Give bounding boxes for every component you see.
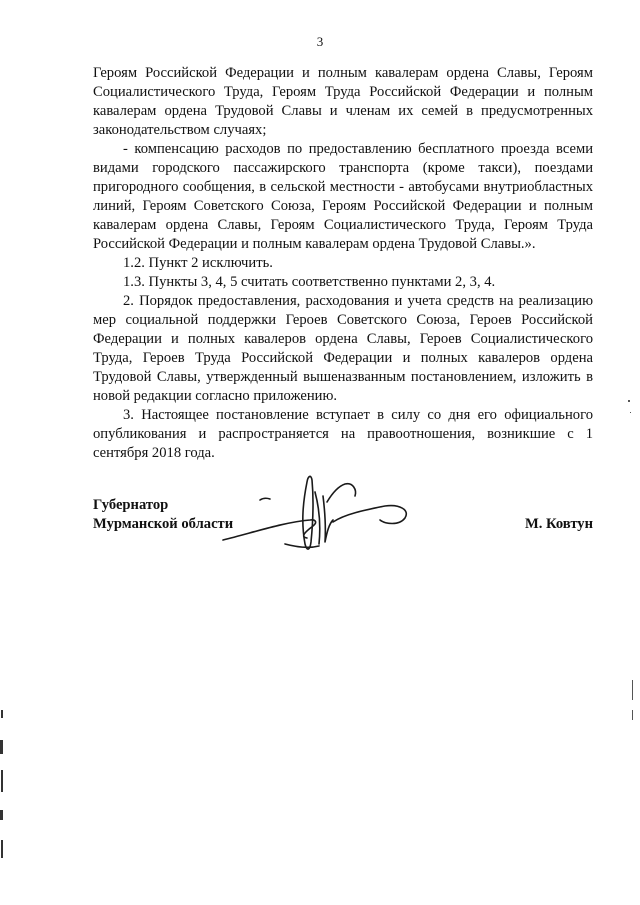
signer-title	[93, 496, 233, 534]
scan-edge-marks	[0, 700, 6, 880]
paragraph-item-2: 2. Порядок предоставления, расходования и учета средств на реализацию мер социальной поддержки Героев Советского Союза, Героев Российской Федерации и полных кавалеров ордена Славы, Героев Социалистического Труда, Героев Труда Российской Федерации и полных кавалеров ордена Трудовой Славы, утвержденный вышеназванным постановлением, изложить в новой редакции согласно приложению.	[93, 293, 593, 404]
paragraph-item-3: 3. Настоящее постановление вступает в силу со дня его официального опубликования и распространяется на правоотношения, возникшие с 1 сентября 2018 года.	[93, 407, 593, 461]
paragraph-continuation: Героям Российской Федерации и полным кавалерам ордена Славы, Героям Социалистического Труда, Героям Труда Российской Федерации и полным кавалерам ордена Трудовой Славы и членам их семей в предусмотренных законодательством случаях;	[93, 65, 593, 138]
signature-block	[93, 496, 593, 546]
signer-title-line1: Губернатор	[93, 497, 169, 513]
paragraph-item-1-2: 1.2. Пункт 2 исключить.	[123, 255, 273, 271]
page-number: 3	[316, 34, 324, 49]
paragraph-compensation-item: - компенсацию расходов по предоставлению бесплатного проезда всеми видами городского пассажирского транспорта (кроме такси), поездами пригородного сообщения, в сельской местности - автобусами внутриобластных линий, Героям Советского Союза, Героям Российской Федерации и полным кавалерам ордена Славы, Героям Социалистического Труда, Героям Труда Российской Федерации и полным кавалерам ордена Трудовой Славы.».	[93, 141, 593, 252]
signer-title-line2: Мурманской области	[93, 516, 234, 532]
document-body	[93, 64, 593, 463]
scan-right-marks	[626, 400, 636, 730]
paragraph-item-1-3: 1.3. Пункты 3, 4, 5 считать соответственно пунктами 2, 3, 4.	[123, 274, 496, 290]
signer-name: М. Ковтун	[524, 516, 593, 532]
